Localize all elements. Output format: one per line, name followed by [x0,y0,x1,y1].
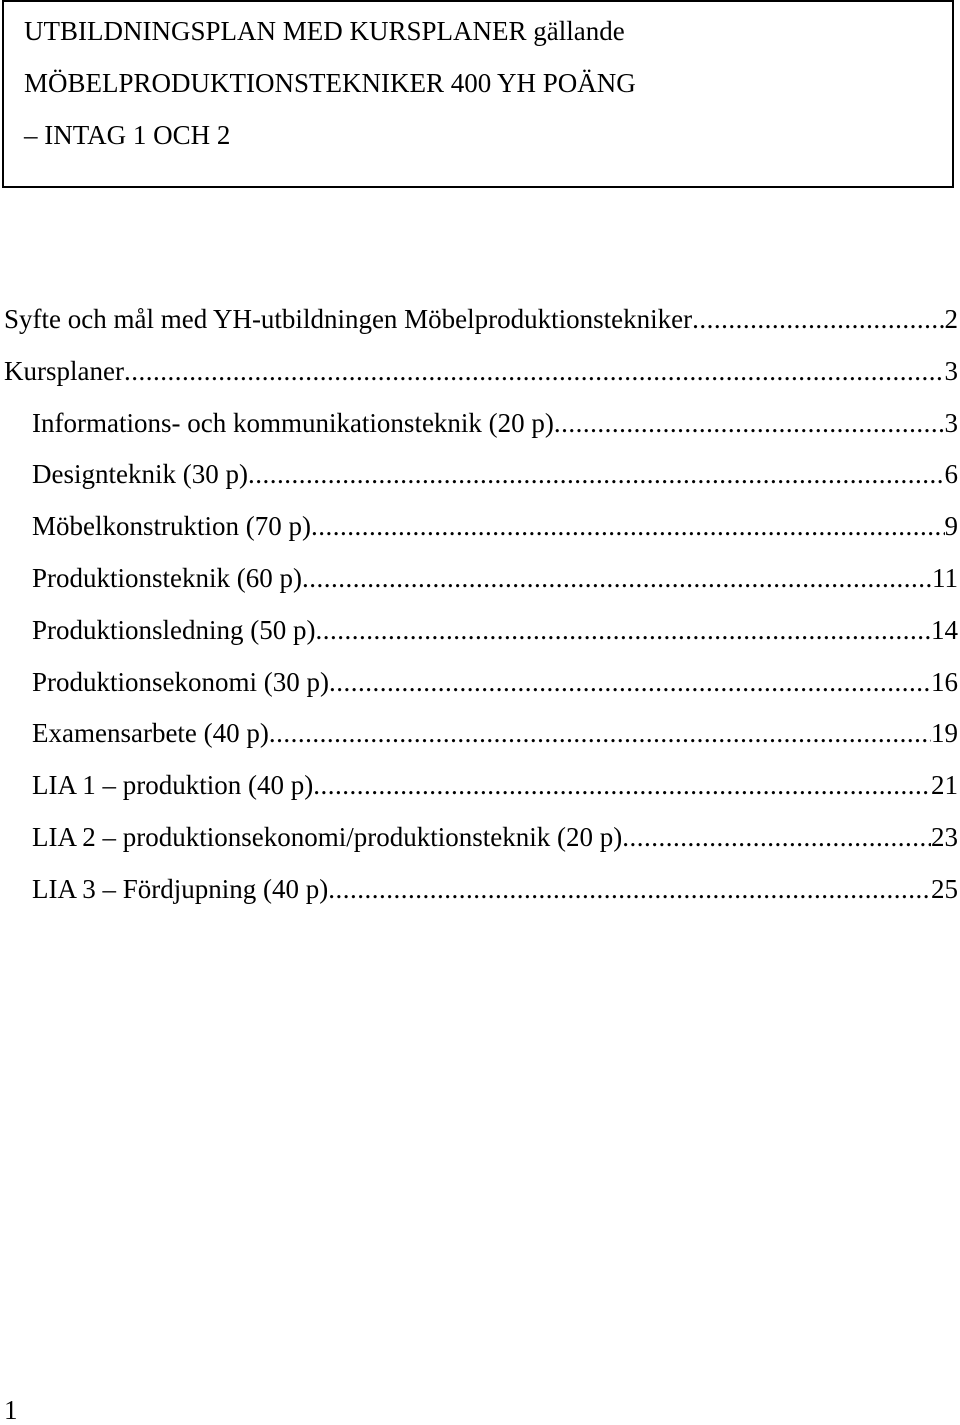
toc-leader-dots [313,766,931,804]
toc-entry-produktionsteknik[interactable] [0,559,958,611]
toc-entry-page: 11 [932,562,958,593]
toc-entry-page: 16 [931,666,958,697]
toc-entry-label: Produktionsledning (50 p) [32,614,316,645]
title-box [2,0,954,188]
toc-entry-page: 3 [944,355,958,386]
toc-leader-dots [316,611,932,649]
toc-entry-label: Produktionsteknik (60 p) [32,562,302,593]
title-line-3: – INTAG 1 OCH 2 [24,120,231,150]
toc-leader-dots [124,352,945,390]
toc-entry-page: 14 [931,614,958,645]
toc-entry-kursplaner[interactable] [0,352,958,404]
toc-leader-dots [622,818,931,856]
toc-entry-examensarbete[interactable] [0,714,958,766]
toc-entry-label: Informations- och kommunikationsteknik (20 p) [32,407,554,438]
toc-entry-label: Kursplaner [4,355,124,386]
title-line-1: UTBILDNINGSPLAN MED KURSPLANER gällande [24,16,625,46]
toc-entry-page: 19 [931,718,958,749]
toc-entry-label: Examensarbete (40 p) [32,718,269,749]
toc-entry-lia-1[interactable] [0,766,958,818]
toc-entry-page: 23 [931,821,958,852]
toc-leader-dots [269,714,931,752]
toc-entry-label: Produktionsekonomi (30 p) [32,666,329,697]
toc-entry-informationsteknik[interactable] [0,404,958,456]
toc-leader-dots [248,455,945,493]
table-of-contents [0,300,958,922]
toc-leader-dots [302,559,932,597]
toc-entry-label: Syfte och mål med YH-utbildningen Möbelproduktionstekniker [4,304,693,334]
toc-entry-mobelkonstruktion[interactable] [0,507,958,559]
toc-entry-syfte[interactable] [0,300,958,352]
toc-entry-page: 2 [944,304,958,334]
toc-entry-page: 3 [944,407,958,438]
toc-entry-page: 25 [931,873,958,904]
toc-leader-dots [311,507,945,545]
page-number: 1 [4,1395,18,1425]
toc-entry-page: 21 [931,770,958,801]
toc-entry-page: 9 [944,511,958,542]
title-line-2: MÖBELPRODUKTIONSTEKNIKER 400 YH POÄNG [24,68,636,98]
toc-entry-produktionsledning[interactable] [0,611,958,663]
toc-entry-produktionsekonomi[interactable] [0,663,958,715]
toc-entry-label: Möbelkonstruktion (70 p) [32,511,311,542]
toc-entry-label: LIA 3 – Fördjupning (40 p) [32,873,329,904]
toc-leader-dots [328,870,931,908]
toc-entry-lia-2[interactable] [0,818,958,870]
toc-entry-designteknik[interactable] [0,455,958,507]
toc-entry-label: Designteknik (30 p) [32,459,248,490]
toc-entry-lia-3[interactable] [0,870,958,922]
toc-leader-dots [329,663,931,701]
toc-leader-dots [554,404,945,442]
toc-entry-label: LIA 1 – produktion (40 p) [32,770,314,801]
toc-entry-page: 6 [944,459,958,490]
toc-entry-label: LIA 2 – produktionsekonomi/produktionsteknik (20 p) [32,821,623,852]
toc-leader-dots [692,300,944,338]
